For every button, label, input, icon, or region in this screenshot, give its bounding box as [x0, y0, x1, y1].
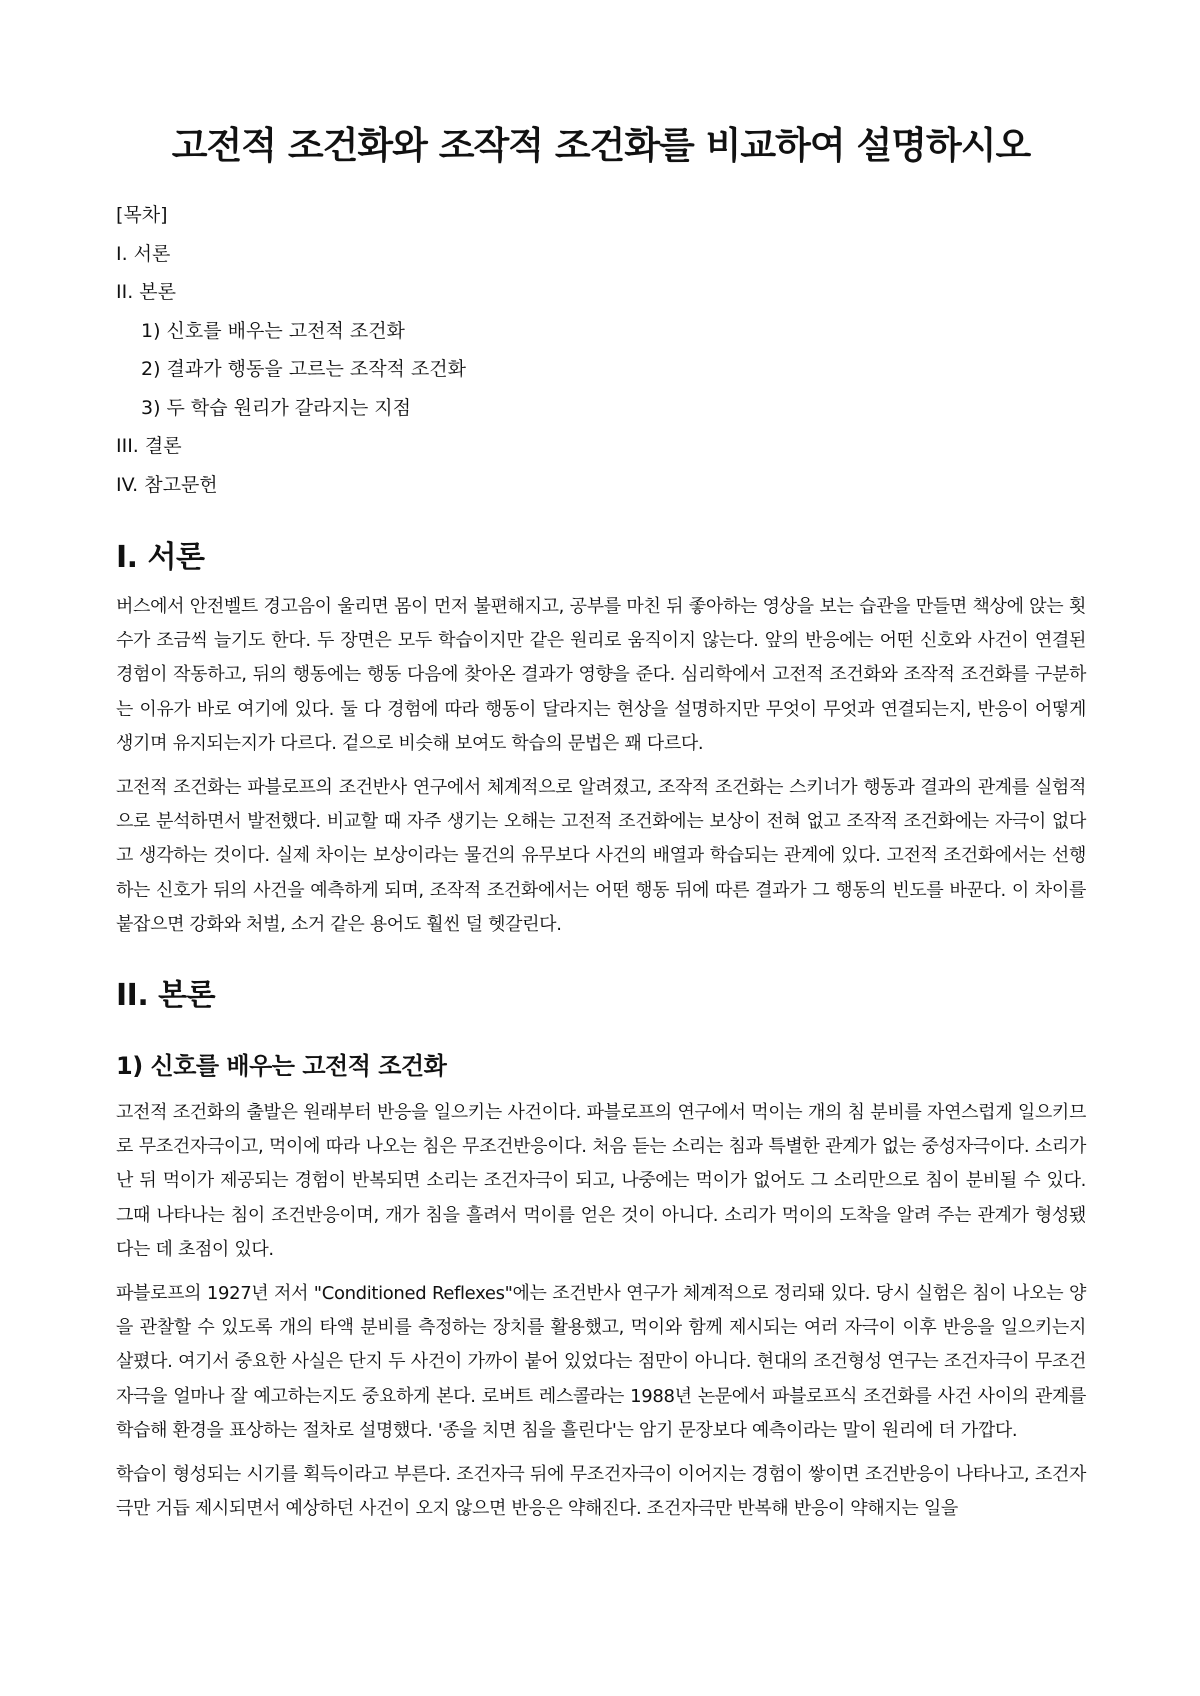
toc-heading: [목차] [116, 204, 168, 226]
toc-item-differences: 3) 두 학습 원리가 갈라지는 지점 [141, 396, 411, 419]
paragraph: 학습이 형성되는 시기를 획득이라고 부른다. 조건자극 뒤에 무조건자극이 이어지는 경험이 쌓이면 조건반응이 나타나고, 조건자극만 거듭 제시되면서 예상하던 사건이 오지 않으면 반응은 약해진다. 조건자극만 반복해 반응이 약해지는 일을 [116, 1464, 1086, 1520]
toc-item-references: IV. 참고문헌 [116, 473, 218, 496]
introduction-section [116, 536, 1086, 942]
document-title: 고전적 조건화와 조작적 조건화를 비교하여 설명하시오 [171, 124, 1031, 167]
paragraph: 고전적 조건화의 출발은 원래부터 반응을 일으키는 사건이다. 파블로프의 연구에서 먹이는 개의 침 분비를 자연스럽게 일으키므로 무조건자극이고, 먹이에 따라 나오는 침은 무조건반응이다. 처음 듣는 소리는 침과 특별한 관계가 없는 중성자극이다. 소리가 난 뒤 먹이가 제공되는 경험이 반복되면 소리는 조건자극이 되고, 나중에는 먹이가 없어도 그 소리만으로 침이 분비될 수 있다. 그때 나타나는 침이 조건반응이며, 개가 침을 흘려서 먹이를 얻은 것이 아니다. 소리가 먹이의 도착을 알려 주는 관계가 형성됐다는 데 초점이 있다. [116, 1102, 1086, 1260]
toc-item-classical-conditioning: 1) 신호를 배우는 고전적 조건화 [141, 319, 405, 342]
body-section [116, 974, 1086, 1526]
body-heading: II. 본론 [116, 978, 216, 1014]
introduction-heading: I. 서론 [116, 540, 205, 575]
toc-item-conclusion: III. 결론 [116, 435, 182, 457]
paragraph: 파블로프의 1927년 저서 "Conditioned Reflexes"에는 조건반사 연구가 체계적으로 정리돼 있다. 당시 실험은 침이 나오는 양을 관찰할 수 있도록 개의 타액 분비를 측정하는 장치를 활용했고, 먹이와 함께 제시되는 여러 자극이 이후 반응을 일으키는지 살폈다. 여기서 중요한 사실은 단지 두 사건이 가까이 붙어 있었다는 점만이 아니다. 현대의 조건형성 연구는 조건자극이 무조건자극을 얼마나 잘 예고하는지도 중요하게 본다. 로버트 레스콜라는 1988년 논문에서 파블로프식 조건화를 사건 사이의 관계를 학습해 환경을 표상하는 절차로 설명했다. '종을 치면 침을 흘린다'는 암기 문장보다 예측이라는 말이 원리에 더 가깝다. [116, 1283, 1086, 1441]
toc-item-body: II. 본론 [116, 281, 176, 303]
document-page [116, 0, 1086, 1526]
paragraph: 버스에서 안전벨트 경고음이 울리면 몸이 먼저 불편해지고, 공부를 마친 뒤 좋아하는 영상을 보는 습관을 만들면 책상에 앉는 횟수가 조금씩 늘기도 한다. 두 장면은 모두 학습이지만 같은 원리로 움직이지 않는다. 앞의 반응에는 어떤 신호와 사건이 연결된 경험이 작동하고, 뒤의 행동에는 행동 다음에 찾아온 결과가 영향을 준다. 심리학에서 고전적 조건화와 조작적 조건화를 구분하는 이유가 바로 여기에 있다. 둘 다 경험에 따라 행동이 달라지는 현상을 설명하지만 무엇이 무엇과 연결되는지, 반응이 어떻게 생기며 유지되는지가 다르다. 겉으로 비슷해 보여도 학습의 문법은 꽤 다르다. [116, 596, 1086, 754]
paragraph: 고전적 조건화는 파블로프의 조건반사 연구에서 체계적으로 알려졌고, 조작적 조건화는 스키너가 행동과 결과의 관계를 실험적으로 분석하면서 발전했다. 비교할 때 자주 생기는 오해는 고전적 조건화에는 보상이 전혀 없고 조작적 조건화에는 자극이 없다고 생각하는 것이다. 실제 차이는 보상이라는 물건의 유무보다 사건의 배열과 학습되는 관계에 있다. 고전적 조건화에서는 선행하는 신호가 뒤의 사건을 예측하게 되며, 조작적 조건화에서는 어떤 행동 뒤에 따른 결과가 그 행동의 빈도를 바꾼다. 이 차이를 붙잡으면 강화와 처벌, 소거 같은 용어도 훨씬 덜 헷갈린다. [116, 777, 1086, 935]
classical-conditioning-heading: 1) 신호를 배우는 고전적 조건화 [116, 1052, 447, 1081]
toc-item-introduction: I. 서론 [116, 242, 171, 265]
table-of-contents [116, 196, 1086, 504]
toc-item-operant-conditioning: 2) 결과가 행동을 고르는 조작적 조건화 [141, 358, 467, 380]
